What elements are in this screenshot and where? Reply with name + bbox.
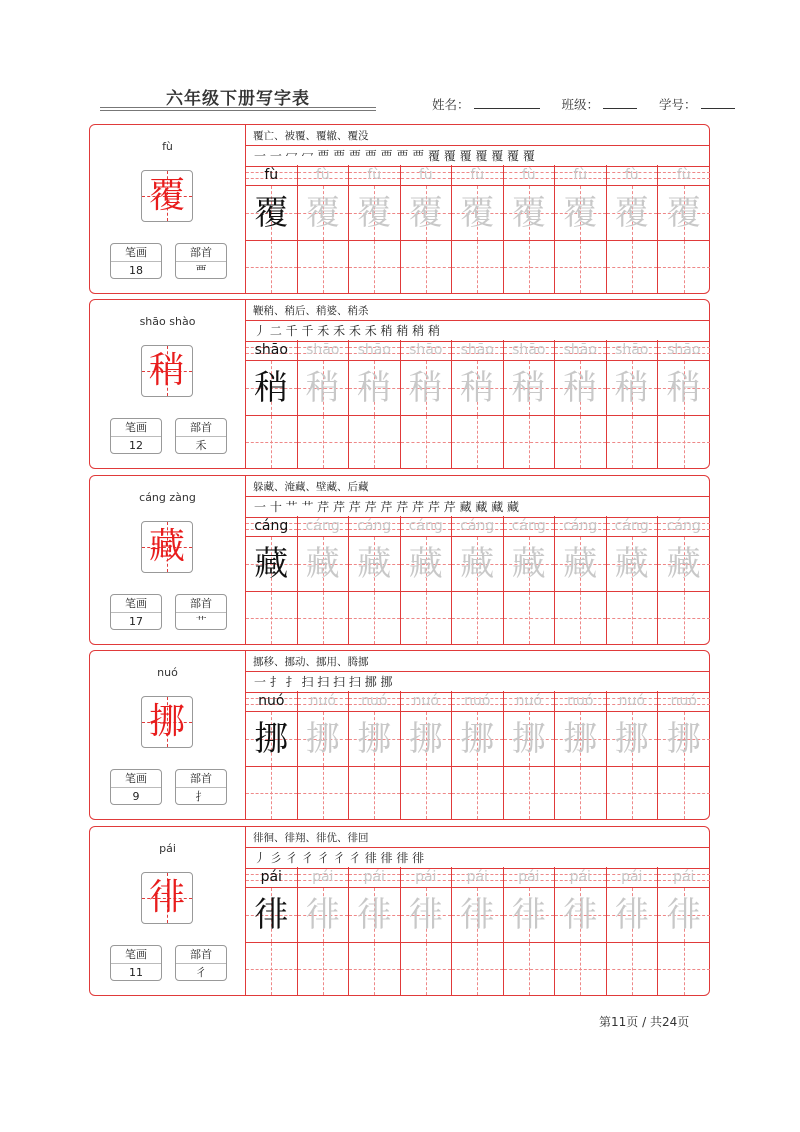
model-character-box (141, 872, 193, 924)
practice-cell[interactable] (658, 516, 710, 644)
student-fields (432, 95, 735, 113)
practice-cell[interactable] (658, 867, 710, 995)
radical-box (175, 243, 227, 279)
radical-box (175, 945, 227, 981)
practice-cell[interactable] (298, 165, 350, 293)
practice-cell[interactable] (607, 340, 659, 468)
practice-cell[interactable] (298, 867, 350, 995)
practice-cell[interactable] (401, 691, 453, 819)
practice-pinyin: shāo (667, 342, 701, 358)
strokes-label: 笔画 (111, 946, 161, 964)
practice-cell[interactable] (246, 691, 298, 819)
radical-box (175, 769, 227, 805)
radical-value: 覀 (195, 264, 207, 277)
practice-pinyin: fù (521, 167, 536, 183)
practice-character: 挪 (614, 719, 649, 759)
practice-cell[interactable] (298, 340, 350, 468)
practice-pinyin: shāo (409, 342, 443, 358)
practice-pinyin: cáng (460, 518, 495, 534)
practice-character: 覆 (408, 193, 443, 233)
practice-cell[interactable] (607, 516, 659, 644)
practice-pinyin: cáng (408, 518, 443, 534)
practice-character: 挪 (563, 719, 598, 759)
practice-character: 挪 (305, 719, 340, 759)
pinyin-label: nuó (157, 666, 178, 679)
character-card (89, 124, 710, 294)
practice-pinyin: shāo (512, 342, 546, 358)
practice-character: 稍 (511, 368, 546, 408)
practice-cell[interactable] (658, 691, 710, 819)
character-info-panel (90, 827, 246, 995)
practice-pinyin: shāo (306, 342, 340, 358)
practice-pinyin: nuó (464, 693, 491, 709)
radical-value: 艹 (195, 615, 207, 628)
practice-pinyin: cáng (614, 518, 649, 534)
example-words: 躲藏、淹藏、壁藏、后藏 (253, 481, 369, 493)
practice-cell[interactable] (504, 867, 556, 995)
practice-pinyin: cáng (563, 518, 598, 534)
pinyin-label: pái (159, 842, 176, 855)
practice-character: 覆 (563, 193, 598, 233)
practice-character: 稍 (614, 368, 649, 408)
radical-label: 部首 (176, 595, 226, 613)
practice-character: 挪 (357, 719, 392, 759)
practice-character: 挪 (511, 719, 546, 759)
stroke-order-row (246, 847, 710, 869)
radical-value: 彳 (195, 966, 207, 979)
strokes-count: 12 (129, 439, 143, 452)
practice-character: 覆 (254, 193, 289, 233)
page-title: 六年级下册写字表 (166, 89, 310, 109)
practice-pinyin: shāo (357, 342, 391, 358)
practice-cell[interactable] (298, 691, 350, 819)
practice-pinyin: pái (260, 869, 282, 885)
practice-pinyin: pái (518, 869, 540, 885)
practice-pinyin: fù (470, 167, 485, 183)
model-character-box (141, 170, 193, 222)
model-character: 挪 (148, 701, 185, 742)
practice-grid (246, 165, 710, 293)
model-character-box (141, 696, 193, 748)
practice-character: 覆 (614, 193, 649, 233)
practice-pinyin: nuó (309, 693, 336, 709)
pinyin-label: fù (162, 140, 173, 153)
radical-box (175, 418, 227, 454)
model-character-box (141, 521, 193, 573)
strokes-label: 笔画 (111, 595, 161, 613)
radical-label: 部首 (176, 244, 226, 262)
model-character: 覆 (148, 175, 185, 216)
practice-character: 藏 (408, 544, 443, 584)
practice-pinyin: pái (466, 869, 488, 885)
example-words: 挪移、挪动、挪用、腾挪 (253, 656, 369, 668)
practice-character: 藏 (666, 544, 701, 584)
strokes-label: 笔画 (111, 244, 161, 262)
practice-pinyin: shāo (563, 342, 597, 358)
practice-pinyin: nuó (515, 693, 542, 709)
practice-character: 藏 (614, 544, 649, 584)
practice-cell[interactable] (246, 340, 298, 468)
class-blank[interactable] (603, 96, 637, 109)
strokes-box (110, 769, 162, 805)
practice-pinyin: shāo (615, 342, 649, 358)
model-character: 稍 (148, 350, 185, 391)
practice-cell[interactable] (452, 340, 504, 468)
practice-character: 藏 (357, 544, 392, 584)
character-info-panel (90, 476, 246, 644)
practice-character: 覆 (511, 193, 546, 233)
practice-pinyin: shāo (254, 342, 288, 358)
radical-label: 部首 (176, 419, 226, 437)
practice-cell[interactable] (607, 867, 659, 995)
stroke-order-row (246, 671, 710, 693)
practice-pinyin: cáng (357, 518, 392, 534)
radical-box (175, 594, 227, 630)
character-card (89, 475, 710, 645)
practice-pinyin: nuó (618, 693, 645, 709)
strokes-box (110, 243, 162, 279)
practice-pinyin: nuó (412, 693, 439, 709)
practice-character: 徘 (614, 895, 649, 935)
practice-character: 挪 (460, 719, 495, 759)
model-character-box (141, 345, 193, 397)
practice-cell[interactable] (504, 516, 556, 644)
name-label: 姓名： (432, 97, 470, 112)
practice-character: 藏 (254, 544, 289, 584)
character-info-panel (90, 651, 246, 819)
example-words: 徘徊、徘翔、徘优、徘回 (253, 832, 369, 844)
practice-cell[interactable] (607, 691, 659, 819)
practice-pinyin: fù (418, 167, 433, 183)
practice-character: 稍 (305, 368, 340, 408)
practice-pinyin: nuó (361, 693, 388, 709)
practice-character: 覆 (460, 193, 495, 233)
practice-cell[interactable] (452, 691, 504, 819)
practice-character: 挪 (408, 719, 443, 759)
practice-cell[interactable] (246, 867, 298, 995)
practice-character: 覆 (305, 193, 340, 233)
practice-pinyin: pái (312, 869, 334, 885)
strokes-count: 9 (132, 790, 140, 803)
practice-character: 徘 (357, 895, 392, 935)
number-label: 学号： (659, 97, 697, 112)
practice-character: 稍 (357, 368, 392, 408)
model-character: 徘 (148, 877, 185, 918)
practice-pinyin: pái (569, 869, 591, 885)
practice-character: 藏 (305, 544, 340, 584)
practice-pinyin: fù (315, 167, 330, 183)
practice-character: 稍 (460, 368, 495, 408)
character-info-panel (90, 300, 246, 468)
practice-character: 稍 (666, 368, 701, 408)
practice-character: 藏 (511, 544, 546, 584)
practice-character: 挪 (666, 719, 701, 759)
model-character: 藏 (148, 526, 185, 567)
practice-grid (246, 867, 710, 995)
pinyin-label: cáng zàng (139, 491, 196, 504)
strokes-box (110, 945, 162, 981)
practice-pinyin: fù (264, 167, 279, 183)
practice-pinyin: fù (573, 167, 588, 183)
name-blank[interactable] (474, 96, 540, 109)
practice-character: 徘 (460, 895, 495, 935)
strokes-box (110, 594, 162, 630)
practice-pinyin: fù (367, 167, 382, 183)
stroke-order: 一 一 冖 冖 覀 覀 覀 覀 覀 覀 覀 覆 覆 覆 覆 覆 覆 覆 (254, 149, 535, 163)
practice-character: 稍 (408, 368, 443, 408)
practice-grid (246, 340, 710, 468)
practice-cell[interactable] (504, 340, 556, 468)
strokes-count: 11 (129, 966, 143, 979)
practice-cell[interactable] (555, 165, 607, 293)
practice-cell[interactable] (452, 516, 504, 644)
practice-cell[interactable] (658, 340, 710, 468)
radical-value: 扌 (195, 790, 207, 803)
practice-pinyin: pái (415, 869, 437, 885)
practice-character: 藏 (563, 544, 598, 584)
practice-cell[interactable] (298, 516, 350, 644)
practice-pinyin: shāo (460, 342, 494, 358)
practice-pinyin: cáng (511, 518, 546, 534)
practice-pinyin: nuó (567, 693, 594, 709)
practice-cell[interactable] (349, 165, 401, 293)
title-underline-2 (100, 110, 376, 111)
strokes-count: 17 (129, 615, 143, 628)
practice-pinyin: cáng (305, 518, 340, 534)
stroke-order: 丿 二 千 千 禾 禾 禾 禾 稍 稍 稍 稍 (254, 324, 440, 338)
practice-character: 徘 (563, 895, 598, 935)
strokes-box (110, 418, 162, 454)
practice-character: 徘 (408, 895, 443, 935)
practice-cell[interactable] (658, 165, 710, 293)
class-label: 班级： (561, 97, 600, 112)
practice-cell[interactable] (555, 516, 607, 644)
practice-cell[interactable] (349, 867, 401, 995)
practice-cell[interactable] (401, 340, 453, 468)
number-blank[interactable] (701, 96, 735, 109)
practice-cell[interactable] (555, 867, 607, 995)
practice-cell[interactable] (246, 165, 298, 293)
practice-cell[interactable] (349, 340, 401, 468)
practice-pinyin: pái (363, 869, 385, 885)
practice-character: 稍 (254, 368, 289, 408)
practice-character: 徘 (511, 895, 546, 935)
example-words: 覆亡、被覆、覆辙、覆没 (253, 130, 369, 142)
strokes-label: 笔画 (111, 419, 161, 437)
page-number: 第11页 / 共24页 (599, 1015, 690, 1029)
radical-label: 部首 (176, 946, 226, 964)
practice-character: 藏 (460, 544, 495, 584)
practice-cell[interactable] (555, 340, 607, 468)
practice-grid (246, 516, 710, 644)
character-info-panel (90, 125, 246, 293)
practice-pinyin: fù (624, 167, 639, 183)
practice-pinyin: nuó (670, 693, 697, 709)
stroke-order-row (246, 145, 710, 167)
practice-cell[interactable] (504, 691, 556, 819)
practice-character: 稍 (563, 368, 598, 408)
practice-character: 覆 (666, 193, 701, 233)
practice-pinyin: pái (621, 869, 643, 885)
stroke-order-row (246, 496, 710, 518)
practice-cell[interactable] (246, 516, 298, 644)
practice-pinyin: cáng (254, 518, 289, 534)
page-header (0, 0, 800, 120)
practice-character: 挪 (254, 719, 289, 759)
practice-cell[interactable] (607, 165, 659, 293)
practice-character: 徘 (305, 895, 340, 935)
stroke-order: 一 十 艹 艹 芹 芹 芹 芹 芹 芹 芹 芹 芹 藏 藏 藏 藏 (254, 500, 520, 514)
practice-character: 徘 (666, 895, 701, 935)
stroke-order-row (246, 320, 710, 342)
practice-cell[interactable] (349, 516, 401, 644)
practice-pinyin: cáng (666, 518, 701, 534)
practice-cell[interactable] (401, 165, 453, 293)
practice-cell[interactable] (555, 691, 607, 819)
stroke-order: 丿 彡 彳 彳 彳 彳 彳 徘 徘 徘 徘 (254, 851, 425, 865)
practice-pinyin: nuó (258, 693, 285, 709)
practice-cell[interactable] (401, 516, 453, 644)
practice-cell[interactable] (452, 867, 504, 995)
practice-grid (246, 691, 710, 819)
strokes-count: 18 (129, 264, 143, 277)
stroke-order: 一 扌 扌 扫 扫 扫 扫 挪 挪 (254, 675, 393, 689)
practice-character: 徘 (254, 895, 289, 935)
practice-cell[interactable] (504, 165, 556, 293)
practice-character: 覆 (357, 193, 392, 233)
strokes-label: 笔画 (111, 770, 161, 788)
character-card (89, 826, 710, 996)
practice-cell[interactable] (452, 165, 504, 293)
character-card (89, 299, 710, 469)
pinyin-label: shāo shào (139, 315, 196, 328)
practice-cell[interactable] (349, 691, 401, 819)
character-card (89, 650, 710, 820)
practice-cell[interactable] (401, 867, 453, 995)
radical-label: 部首 (176, 770, 226, 788)
practice-pinyin: fù (676, 167, 691, 183)
practice-pinyin: pái (673, 869, 695, 885)
example-words: 鞭稍、稍后、稍婆、稍杀 (253, 305, 369, 317)
radical-value: 禾 (195, 439, 207, 452)
